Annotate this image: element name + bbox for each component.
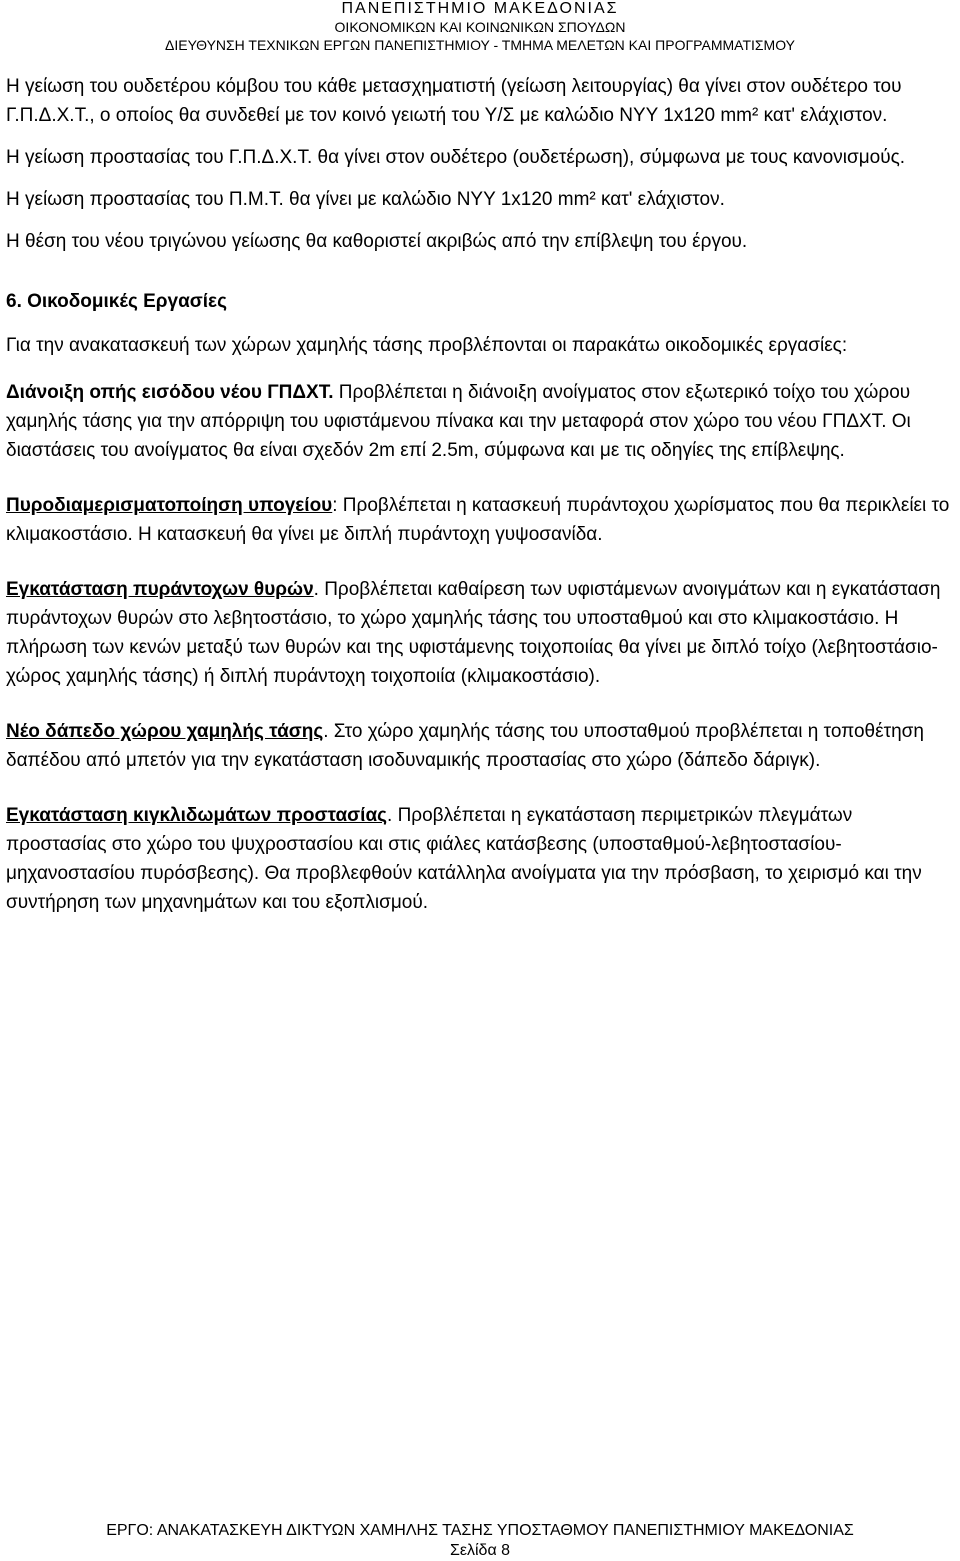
item-fire-doors bbox=[6, 575, 956, 691]
page-footer bbox=[0, 1521, 960, 1561]
item-railings bbox=[6, 801, 956, 917]
paragraph-protection-grounding-pmt: Η γείωση προστασίας του Π.Μ.Τ. θα γίνει με καλώδιο NYY 1x120 mm² κατ' ελάχιστον. bbox=[6, 189, 725, 210]
item-fire-compartment bbox=[6, 491, 956, 549]
item-text: Στο χώρο χαμηλής τάσης του υποσταθμού προβλέπεται η τοποθέτηση δαπέδου από μπετόν για την εγκατάσταση ισοδυναμικής προστασίας στο χώρο (δάπεδο δάριγκ). bbox=[6, 721, 924, 771]
item-title: Εγκατάσταση κιγκλιδωμάτων προστασίας bbox=[6, 805, 388, 826]
item-text: Προβλέπεται καθαίρεση των υφιστάμενων ανοιγμάτων και η εγκατάσταση πυράντοχων θυρών στο λεβητοστάσιο, το χώρο χαμηλής τάσης του υποσταθμού και στο κλιμακοστάσιο. Η πλήρωση των κενών μεταξύ των θυρών και της υφιστάμενης τοιχοποιίας θα γίνει με διπλό τοίχο (λεβητοστάσιο-χώρος χαμηλής τάσης) ή διπλή πυράντοχη τοιχοποιία (κλιμακοστάσιο). bbox=[6, 579, 941, 687]
item-title: Εγκατάσταση πυράντοχων θυρών bbox=[6, 579, 314, 600]
item-new-floor bbox=[6, 717, 956, 775]
paragraph-protection-grounding-gpdxt: Η γείωση προστασίας του Γ.Π.Δ.Χ.Τ. θα γίνει στον ουδέτερο (ουδετέρωση), σύμφωνα με τους κανονισμούς. bbox=[6, 147, 906, 168]
item-text: Προβλέπεται η κατασκευή πυράντοχου χωρίσματος που θα περικλείει το κλιμακοστάσιο. Η κατασκευή θα γίνει με διπλή πυράντοχη γυψοσανίδα. bbox=[6, 495, 950, 545]
item-separator: : bbox=[332, 495, 338, 516]
item-title: Πυροδιαμερισματοποίηση υπογείου bbox=[6, 495, 333, 516]
item-separator: . bbox=[313, 579, 319, 600]
document-body bbox=[6, 72, 956, 943]
section-title: 6. Οικοδομικές Εργασίες bbox=[6, 291, 227, 312]
item-title: Νέο δάπεδο χώρου χαμηλής τάσης bbox=[6, 721, 324, 742]
school-name: ΟΙΚΟΝΟΜΙΚΩΝ ΚΑΙ ΚΟΙΝΩΝΙΚΩΝ ΣΠΟΥΔΩΝ bbox=[334, 19, 626, 35]
section-intro: Για την ανακατασκευή των χώρων χαμηλής τάσης προβλέπονται οι παρακάτω οικοδομικές εργασίες: bbox=[6, 335, 848, 356]
university-name: ΠΑΝΕΠΙΣΤΗΜΙΟ ΜΑΚΕΔΟΝΙΑΣ bbox=[341, 0, 619, 17]
project-title: ΕΡΓΟ: ΑΝΑΚΑΤΑΣΚΕΥΗ ΔΙΚΤΥΩΝ ΧΑΜΗΛΗΣ ΤΑΣΗΣ ΥΠΟΣΤΑΘΜΟΥ ΠΑΝΕΠΙΣΤΗΜΙΟΥ ΜΑΚΕΔΟΝΙΑΣ bbox=[106, 1522, 854, 1539]
item-separator: . bbox=[328, 382, 334, 403]
paragraph-neutral-grounding: Η γείωση του ουδετέρου κόμβου του κάθε μετασχηματιστή (γείωση λειτουργίας) θα γίνει στον ουδέτερο του Γ.Π.Δ.Χ.Τ., ο οποίος θα συνδεθεί με τον κοινό γειωτή του Υ/Σ με καλώδιο NYY 1x120 mm² κατ' ελάχιστον. bbox=[6, 76, 902, 126]
page-header bbox=[0, 0, 960, 54]
department-name: ΔΙΕΥΘΥΝΣΗ ΤΕΧΝΙΚΩΝ ΕΡΓΩΝ ΠΑΝΕΠΙΣΤΗΜΙΟΥ - ΤΜΗΜΑ ΜΕΛΕΤΩΝ ΚΑΙ ΠΡΟΓΡΑΜΜΑΤΙΣΜΟΥ bbox=[165, 37, 795, 53]
item-separator: . bbox=[323, 721, 329, 742]
item-text: Προβλέπεται η εγκατάσταση περιμετρικών πλεγμάτων προστασίας στο χώρο του ψυχροστασίου και στις φιάλες κατάσβεσης (υποσταθμού-λεβητοστασίου-μηχανοστασίου πυρόσβεσης). Θα προβλεφθούν κατάλληλα ανοίγματα για την πρόσβαση, το χειρισμό και την συντήρηση των μηχανημάτων και του εξοπλισμού. bbox=[6, 805, 922, 913]
item-title: Διάνοιξη οπής εισόδου νέου ΓΠΔΧΤ bbox=[6, 382, 329, 403]
item-separator: . bbox=[387, 805, 393, 826]
paragraph-grounding-position: Η θέση του νέου τριγώνου γείωσης θα καθοριστεί ακριβώς από την επίβλεψη του έργου. bbox=[6, 231, 748, 252]
item-text: Προβλέπεται η διάνοιξη ανοίγματος στον εξωτερικό τοίχο του χώρου χαμηλής τάσης για την απόρριψη του υφιστάμενου πίνακα και την μεταφορά στον χώρο του νέου ΓΠΔΧΤ. Οι διαστάσεις του ανοίγματος θα είναι σχεδόν 2m επί 2.5m, σύμφωνα και με τις οδηγίες της επίβλεψης. bbox=[6, 382, 911, 461]
page-number: Σελίδα 8 bbox=[449, 1542, 511, 1559]
item-opening bbox=[6, 378, 956, 465]
